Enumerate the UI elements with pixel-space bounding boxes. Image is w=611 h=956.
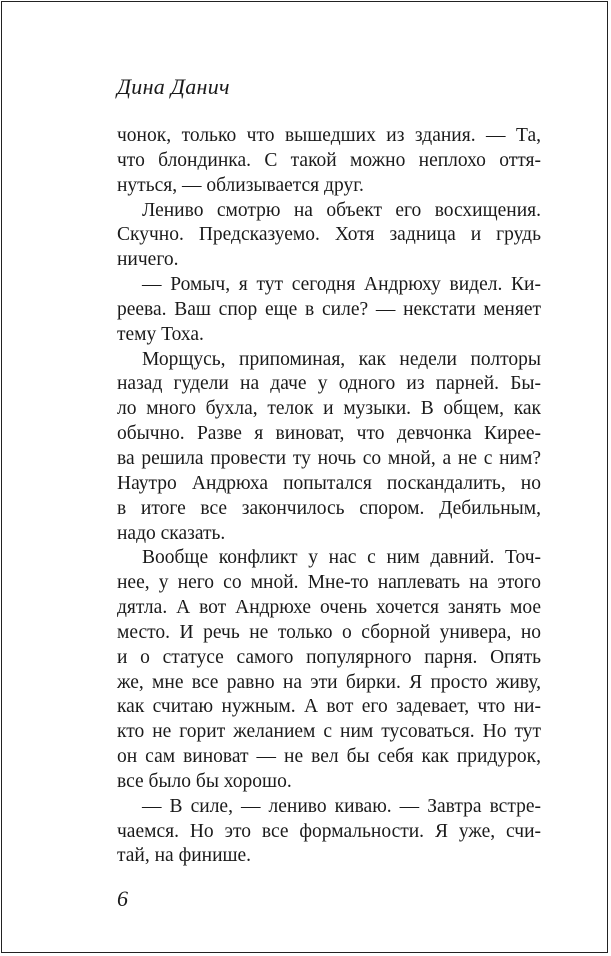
- text-line: надо сказать.: [117, 522, 226, 544]
- page-number: 6: [117, 886, 128, 911]
- text-line: Морщусь, припоминая, как недели полторы: [142, 348, 541, 370]
- text-line: же, мне все равно на эти бирки. Я просто живу,: [117, 671, 541, 693]
- running-header-author: Дина Данич: [117, 74, 230, 99]
- text-line: как считаю нужным. А вот его задевает, что ни-: [117, 696, 541, 718]
- text-line: он сам виноват — не вел бы себя как придурок,: [117, 746, 541, 768]
- text-line: нуться, — облизывается друг.: [117, 174, 364, 196]
- body-text: [117, 124, 541, 869]
- text-line: нее, у него со мной. Мне-то наплевать на этого: [117, 572, 541, 594]
- text-line: — В силе, — лениво киваю. — Завтра встре-: [142, 795, 541, 817]
- text-line: все было бы хорошо.: [117, 770, 292, 792]
- text-line: ва решила провести ту ночь со мной, а не с ним?: [117, 447, 541, 469]
- text-line: и о статусе самого популярного парня. Опять: [117, 646, 541, 668]
- text-line: обычно. Разве я виноват, что девчонка Киреe-: [117, 423, 541, 445]
- text-line: Наутро Андрюха попытался поскандалить, но: [117, 472, 541, 494]
- text-line: тай, на финише.: [117, 845, 252, 867]
- text-line: реева. Ваш спор еще в силе? — некстати меняет: [117, 298, 541, 320]
- text-line: дятла. А вот Андрюхе очень хочется занять мое: [117, 597, 541, 619]
- text-line: что блондинка. С такой можно неплохо оття-: [117, 149, 541, 171]
- text-line: Скучно. Предсказуемо. Хотя задница и грудь: [117, 224, 541, 246]
- text-line: в итоге все закончилось спором. Дебильным,: [117, 497, 541, 519]
- text-line: Лениво смотрю на объект его восхищения.: [142, 199, 541, 221]
- text-line: — Ромыч, я тут сегодня Андрюху видел. Ки-: [142, 274, 541, 296]
- text-line: ничего.: [117, 249, 179, 271]
- text-line: ло много бухла, телок и музыки. В общем, как: [117, 398, 541, 420]
- text-line: назад гудели на даче у одного из парней. Бы-: [117, 373, 541, 395]
- text-line: место. И речь не только о сборной универа, но: [117, 621, 541, 643]
- text-line: чонок, только что вышедших из здания. — Та,: [117, 125, 541, 146]
- text-line: тему Тоха.: [117, 323, 204, 345]
- text-line: чаемся. Но это все формальности. Я уже, счи-: [117, 820, 541, 842]
- text-line: кто не горит желанием с ним тусоваться. Но тут: [117, 721, 541, 743]
- text-line: Вообще конфликт у нас с ним давний. Точ-: [142, 547, 541, 569]
